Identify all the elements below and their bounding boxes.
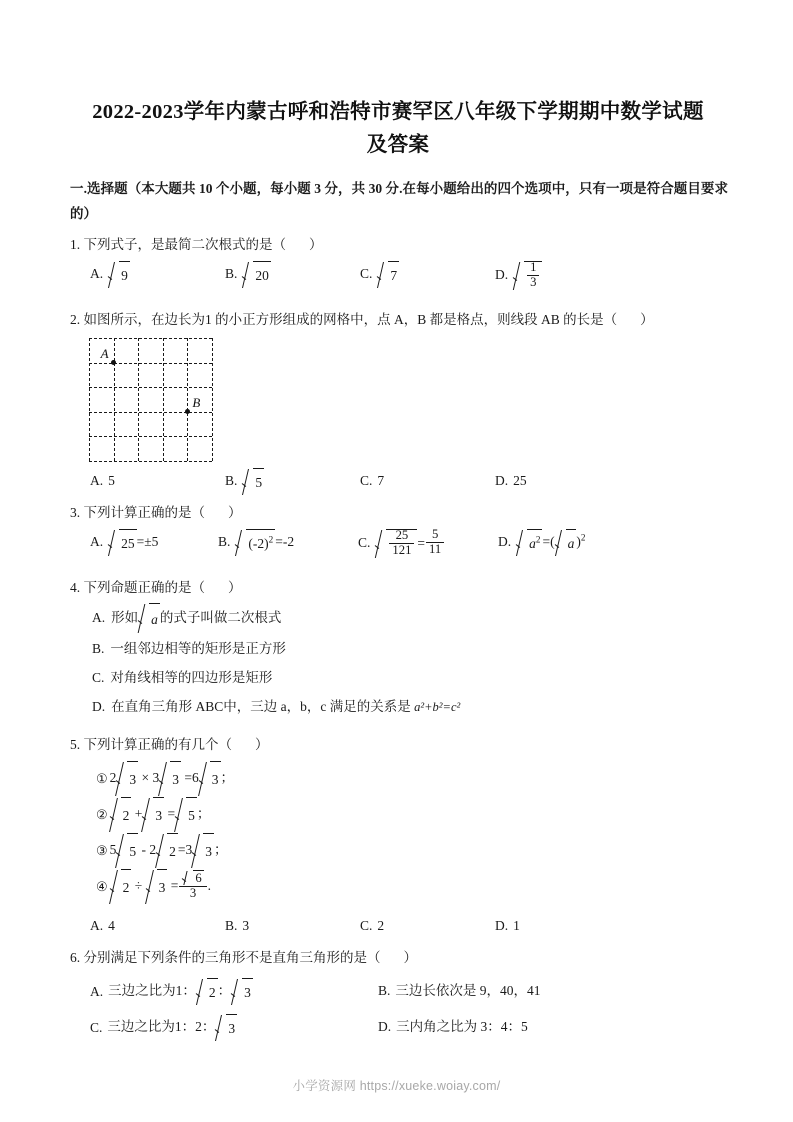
question-4-stem [70, 575, 728, 600]
question-5-option-a[interactable]: A. 4 [90, 918, 115, 934]
grid-line-vertical [138, 338, 139, 461]
question-1-stem [70, 232, 728, 257]
question-6-stem [70, 945, 728, 970]
grid-point-label-b: B [192, 394, 201, 410]
question-5-item-2: ② 2 + 3 = 5 ； [96, 797, 728, 833]
sqrt-icon: 25 [108, 529, 137, 557]
question-4-option-b[interactable]: B. 一组邻边相等的矩形是正方形 [92, 641, 286, 657]
question-5-option-d[interactable]: D. 1 [495, 918, 520, 934]
section-heading: 一.选择题（本大题共 10 个小题，每小题 3 分，共 30 分.在每小题给出的四个选项中，只有一项是符合题目要求的） [70, 181, 728, 221]
sqrt-icon: 3 [142, 797, 164, 833]
grid-point-label-a: A [100, 345, 109, 361]
sqrt-icon [375, 529, 417, 559]
question-5-options [68, 913, 728, 939]
question-5-items [68, 761, 728, 905]
question-3-option-c[interactable]: C. $\frac{25}{121}$ = $\frac{5}{11}$ [358, 529, 445, 559]
question-6-option-c[interactable]: C. 三边之比为1：2： 3 [90, 1014, 237, 1042]
question-6-option-b[interactable]: B. 三边长依次是 9，40，41 [378, 983, 541, 999]
question-5-item-3: ③ 5 5 - 2 2 =3 3 ； [96, 833, 728, 869]
grid-line-vertical [212, 338, 213, 461]
question-5-item-4: ④ 2 ÷ 3 = $\frac{6}{3}$ . [96, 869, 728, 905]
question-1-text: 下列式子，是最简二次根式的是（ [83, 237, 286, 252]
question-4-option-d[interactable]: D. 在直角三角形 ABC中，三边 a，b，c 满足的关系是 a²+b²=c² [92, 699, 461, 715]
question-3-number: 3. [70, 505, 81, 520]
sqrt-icon: 2 [196, 978, 218, 1006]
sqrt-icon: 5 [175, 797, 197, 833]
grid-line-horizontal [89, 338, 212, 339]
question-4-text: 下列命题正确的是（ [83, 580, 205, 595]
question-3-option-b[interactable]: B. $(-2)^2 =-2$ [218, 529, 294, 557]
question-6-number: 6. [70, 950, 81, 966]
grid-line-vertical [114, 338, 115, 461]
question-2-text: 如图所示，在边长为1 的小正方形组成的网格中，点 A，B 都是格点，则线段 AB 的长是（ [83, 312, 618, 327]
question-2-figure-wrap [68, 334, 728, 464]
sqrt-icon: 3 [159, 761, 181, 797]
sqrt-icon: 7 [377, 261, 399, 289]
sqrt-icon: 2 [156, 833, 178, 869]
question-1-option-d[interactable]: D. $\frac{1}{3}$ [495, 261, 542, 291]
fraction: $\frac{1}{3}$ [527, 261, 539, 289]
question-1-option-c[interactable]: C. 7 [360, 261, 399, 289]
question-6-option-d[interactable]: D. 三内角之比为 3：4：5 [378, 1019, 528, 1035]
question-3-stem [70, 500, 728, 525]
grid-line-horizontal [89, 387, 212, 388]
question-3-option-d[interactable]: D. $a^2$ =( a )$^2$ [498, 529, 585, 557]
sqrt-icon: 2 [110, 797, 132, 833]
question-1-option-a[interactable]: A. 9 [90, 261, 130, 289]
question-3-text: 下列计算正确的是（ [83, 505, 205, 520]
question-4-options [68, 603, 728, 722]
question-2-paren-close: ） [640, 312, 654, 327]
question-4-option-a[interactable]: A. 形如 a 的式子叫做二次根式 [92, 603, 728, 634]
sqrt-icon: 5 [116, 833, 138, 869]
sqrt-icon: 3 [199, 761, 221, 797]
question-5-item-1: ① 2 3 × 3 3 =6 3 ； [96, 761, 728, 797]
sqrt-icon: 2 [110, 869, 132, 905]
fraction: $\frac{5}{11}$ [426, 528, 444, 556]
grid-point-b [185, 409, 190, 414]
grid-line-horizontal [89, 461, 212, 462]
grid-line-vertical [89, 338, 90, 461]
sqrt-icon: 3 [215, 1014, 237, 1042]
page-content [68, 96, 728, 1040]
sqrt-icon: $(-2)^2$ [235, 529, 275, 557]
square-grid-figure [89, 338, 212, 461]
sqrt-icon: 3 [116, 761, 138, 797]
question-3-option-a[interactable]: A. 25 =±5 [90, 529, 158, 557]
pythagorean-formula: a²+b²=c² [414, 700, 461, 715]
question-4-number: 4. [70, 580, 81, 595]
question-5-paren-close: ） [254, 737, 269, 753]
sqrt-icon: $a^2$ [516, 529, 542, 557]
question-2-option-d[interactable]: D. 25 [495, 473, 527, 488]
question-3-paren-close: ） [227, 505, 242, 520]
grid-line-horizontal [89, 412, 212, 413]
sqrt-icon: 5 [242, 468, 264, 496]
question-2-option-b[interactable]: B. 5 [225, 468, 264, 496]
question-2-options [68, 468, 728, 494]
question-6-paren-close: ） [403, 950, 417, 966]
question-6-options-row-2 [68, 1014, 728, 1040]
question-1-number: 1. [70, 237, 81, 252]
grid-line-horizontal [89, 436, 212, 437]
page-title [68, 96, 728, 162]
sqrt-icon: 3 [192, 833, 214, 869]
question-2-option-a[interactable]: A. 5 [90, 473, 115, 488]
sqrt-icon: 3 [231, 978, 253, 1006]
question-6-options-row-1 [68, 978, 728, 1004]
sqrt-icon: 3 [146, 869, 168, 905]
grid-point-a [111, 360, 116, 365]
question-5-number: 5. [70, 737, 81, 753]
sqrt-icon: a [138, 603, 160, 634]
question-5-option-b[interactable]: B. 3 [225, 918, 250, 934]
sqrt-icon: 9 [108, 261, 130, 289]
sqrt-icon: 20 [242, 261, 271, 289]
question-1-paren-close: ） [308, 237, 323, 252]
question-4-option-c[interactable]: C. 对角线相等的四边形是矩形 [92, 670, 273, 686]
question-2-number: 2. [70, 312, 81, 327]
question-2-stem [70, 307, 728, 332]
grid-line-horizontal [89, 363, 212, 364]
question-6-option-a[interactable]: A. 三边之比为1： 2 ： 3 [90, 978, 253, 1006]
sqrt-icon: a [555, 529, 577, 557]
page-title-line-1: 2022-2023学年内蒙古呼和浩特市赛罕区八年级下学期期中数学试题 [92, 101, 704, 123]
question-1-options [68, 261, 728, 301]
question-1-option-b[interactable]: B. 20 [225, 261, 271, 289]
question-5-stem [70, 732, 728, 757]
grid-line-vertical [163, 338, 164, 461]
question-5-text: 下列计算正确的有几个（ [83, 737, 232, 753]
question-2-option-c[interactable]: C. 7 [360, 473, 385, 488]
question-3-options [68, 529, 728, 569]
page-title-line-2: 及答案 [366, 134, 430, 156]
question-4-paren-close: ） [227, 580, 242, 595]
fraction: $\frac{6}{3}$ [179, 870, 206, 900]
footer-watermark: 小学资源网 https://xueke.woiay.com/ [292, 1079, 501, 1093]
grid-line-vertical [187, 338, 188, 461]
fraction: $\frac{25}{121}$ [389, 529, 414, 557]
question-6-text: 分别满足下列条件的三角形不是直角三角形的是（ [83, 950, 381, 966]
sqrt-icon: 6 [182, 870, 203, 886]
question-5-option-c[interactable]: C. 2 [360, 918, 385, 934]
sqrt-icon [513, 261, 542, 291]
